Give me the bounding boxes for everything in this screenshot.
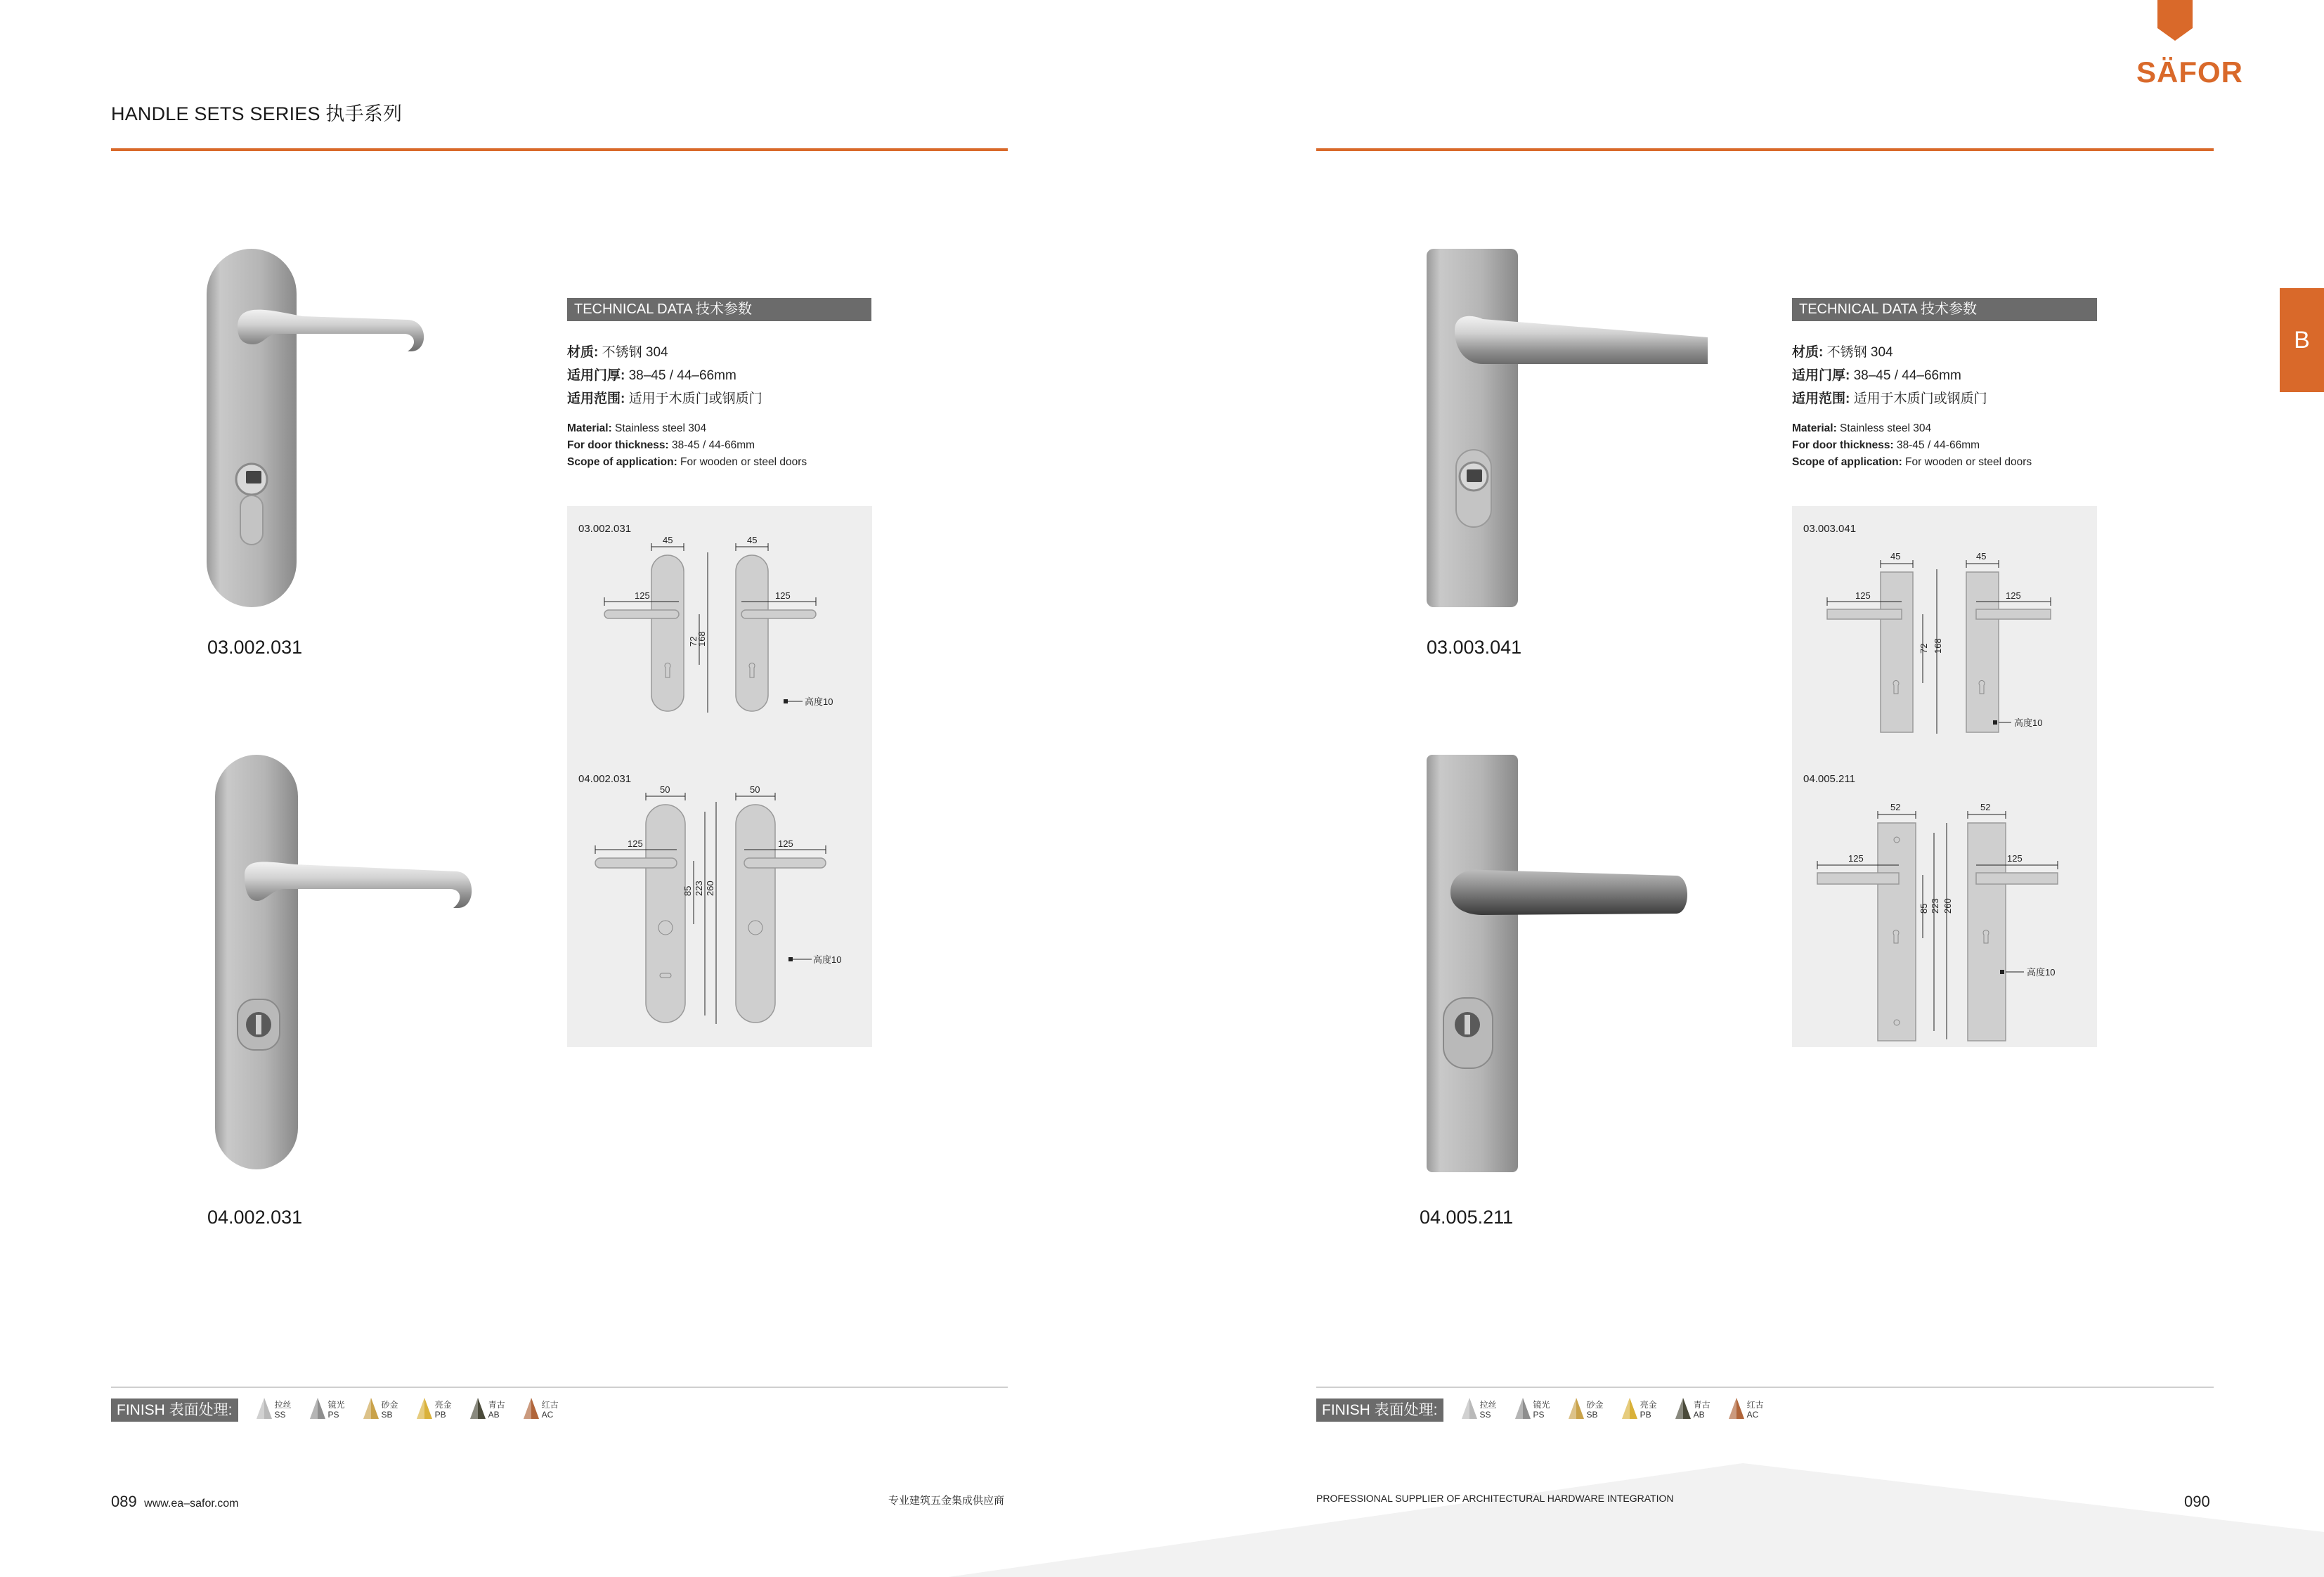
dim-note: 高度10 [2027, 967, 2056, 978]
dim-label: 125 [775, 590, 791, 601]
spec-value: 不锈钢 304 [598, 345, 668, 360]
finish-swatches [1443, 1398, 1764, 1422]
tech-data-heading: TECHNICAL DATA 技术参数 [567, 298, 871, 321]
spec-row [1792, 454, 2032, 471]
finish-cn: 青古 [1693, 1400, 1710, 1410]
finish-text [1747, 1400, 1764, 1420]
finish-item-ps [310, 1398, 345, 1422]
dim-label: 125 [2006, 590, 2021, 601]
finish-cone-icon [524, 1398, 539, 1422]
spec-key: 适用门厚: [567, 368, 625, 383]
finish-code: PB [1640, 1410, 1651, 1420]
finish-cone-icon [1462, 1398, 1477, 1422]
finish-cone-icon [1729, 1398, 1744, 1422]
finish-label: FINISH 表面处理: [1316, 1398, 1443, 1422]
dim-label: 168 [696, 631, 707, 647]
dim-label: 260 [1942, 898, 1953, 914]
product-image-04-002-031 [197, 752, 492, 1174]
dim-label: 223 [1930, 898, 1940, 914]
spec-value: For wooden or steel doors [677, 456, 807, 468]
logo-text: SÄFOR [2136, 56, 2243, 89]
dim-label: 52 [1980, 802, 1991, 812]
finish-code: AC [541, 1410, 554, 1420]
spec-row [1792, 341, 1987, 364]
spec-key: 材质: [567, 345, 599, 360]
spec-value: 38-45 / 44-66mm [1893, 439, 1980, 451]
finish-text [275, 1400, 292, 1420]
finish-cn: 亮金 [1640, 1400, 1657, 1410]
finish-cone-icon [1515, 1398, 1531, 1422]
spec-row [567, 420, 807, 437]
spec-value: 38–45 / 44–66mm [625, 368, 736, 383]
technical-drawing-panel [567, 506, 872, 1047]
drawing-diagram [1792, 534, 2097, 773]
finish-cone-icon [257, 1398, 272, 1422]
spec-key: 适用范围: [567, 391, 625, 406]
product-code-label: 03.003.041 [1427, 637, 1522, 658]
left-finish-rule [111, 1387, 1008, 1388]
dim-label: 85 [682, 885, 693, 896]
spec-value: 适用于木质门或钢质门 [625, 391, 762, 406]
finish-cone-icon [1675, 1398, 1691, 1422]
product-image-04-005-211 [1413, 752, 1722, 1174]
finish-swatches [238, 1398, 559, 1422]
finish-cone-icon [363, 1398, 379, 1422]
finish-item-ss [1462, 1398, 1497, 1422]
finish-code: SS [274, 1410, 286, 1420]
finish-item-ss [257, 1398, 292, 1422]
spec-value: Stainless steel 304 [611, 422, 707, 434]
left-footer [111, 1493, 238, 1511]
dim-label: 52 [1890, 802, 1901, 812]
finish-cone-icon [1622, 1398, 1637, 1422]
dim-label: 168 [1933, 638, 1943, 654]
drawing-code: 04.005.211 [1803, 773, 1855, 785]
spec-value: For wooden or steel doors [1902, 456, 2032, 468]
finish-code: AB [1693, 1410, 1705, 1420]
finish-text [1587, 1400, 1604, 1420]
finish-item-ac [1729, 1398, 1764, 1422]
spec-row [567, 341, 762, 364]
finish-text [542, 1400, 559, 1420]
dim-label: 125 [628, 838, 643, 849]
dim-note: 高度10 [2014, 718, 2043, 728]
product-code-label: 03.002.031 [207, 637, 303, 658]
dim-label: 45 [663, 535, 673, 545]
tech-data-heading: TECHNICAL DATA 技术参数 [1792, 298, 2097, 321]
dim-label: 125 [1855, 590, 1871, 601]
drawing-code: 03.003.041 [1803, 523, 1857, 535]
drawing-diagram [1792, 784, 2097, 1044]
finish-cn: 拉丝 [274, 1400, 292, 1410]
spec-key: Scope of application: [567, 456, 677, 468]
spec-row [1792, 364, 1987, 387]
product-code-label: 04.002.031 [207, 1207, 303, 1228]
finish-text [1533, 1400, 1550, 1420]
finish-code: PS [1533, 1410, 1545, 1420]
technical-drawing-panel [1792, 506, 2097, 1047]
dim-label: 260 [705, 881, 715, 896]
spec-key: For door thickness: [1792, 439, 1894, 451]
finish-item-sb [1569, 1398, 1604, 1422]
website-link[interactable]: www.ea–safor.com [144, 1498, 239, 1510]
tech-specs-en [1792, 420, 2032, 471]
finish-text [328, 1400, 345, 1420]
series-title: HANDLE SETS SERIES 执手系列 [111, 103, 403, 124]
finish-item-sb [363, 1398, 398, 1422]
dim-label: 72 [1919, 643, 1929, 654]
brand-logo [2136, 0, 2243, 89]
finish-text [382, 1400, 398, 1420]
section-tab-b[interactable]: B [2280, 288, 2324, 392]
finish-text [488, 1400, 505, 1420]
finish-cone-icon [470, 1398, 486, 1422]
finish-cn: 砂金 [1586, 1400, 1604, 1410]
finish-text [435, 1400, 452, 1420]
finish-cn: 红古 [1746, 1400, 1764, 1410]
right-slogan: PROFESSIONAL SUPPLIER OF ARCHITECTURAL HARDWARE INTEGRATION [1316, 1493, 1674, 1504]
dim-label: 125 [778, 838, 793, 849]
spec-value: 不锈钢 304 [1823, 345, 1893, 360]
finish-cn: 拉丝 [1479, 1400, 1497, 1410]
dim-label: 50 [750, 784, 760, 795]
finish-cn: 亮金 [434, 1400, 452, 1410]
drawing-code: 03.002.031 [578, 523, 632, 535]
page-number: 090 [2184, 1493, 2210, 1510]
spec-row [567, 437, 807, 454]
spec-value: 38–45 / 44–66mm [1850, 368, 1961, 383]
tech-specs-cn [567, 341, 762, 410]
finish-cn: 镜光 [1533, 1400, 1550, 1410]
spec-row [1792, 437, 2032, 454]
spec-row [1792, 387, 1987, 410]
dim-label: 45 [1890, 551, 1901, 562]
spec-key: Material: [1792, 422, 1837, 434]
finish-cn: 砂金 [381, 1400, 398, 1410]
spec-row [567, 454, 807, 471]
product-image-03-002-031 [197, 246, 492, 611]
tech-specs-cn [1792, 341, 1987, 410]
dim-label: 50 [660, 784, 670, 795]
finish-item-pb [1622, 1398, 1657, 1422]
spec-key: 适用门厚: [1792, 368, 1850, 383]
finish-text [1640, 1400, 1657, 1420]
right-header-rule [1316, 148, 2214, 151]
dim-label: 125 [1848, 853, 1864, 864]
finish-cone-icon [1569, 1398, 1584, 1422]
spec-key: Material: [567, 422, 612, 434]
finish-code: PS [327, 1410, 339, 1420]
finish-item-ab [1675, 1398, 1710, 1422]
dim-label: 125 [635, 590, 650, 601]
finish-label: FINISH 表面处理: [111, 1398, 238, 1422]
finish-item-ps [1515, 1398, 1550, 1422]
finish-cn: 红古 [541, 1400, 559, 1410]
product-image-03-003-041 [1413, 246, 1722, 611]
finish-code: SB [381, 1410, 393, 1420]
finish-item-pb [417, 1398, 452, 1422]
spec-row [567, 387, 762, 410]
finish-cone-icon [417, 1398, 432, 1422]
drawing-diagram [567, 534, 872, 773]
finish-legend-right [1316, 1397, 1764, 1422]
right-finish-rule [1316, 1387, 2214, 1388]
finish-code: PB [434, 1410, 446, 1420]
dim-label: 45 [1976, 551, 1987, 562]
finish-cone-icon [310, 1398, 325, 1422]
drawing-diagram [567, 784, 872, 1044]
page-number: 089 [111, 1493, 137, 1510]
spec-value: 适用于木质门或钢质门 [1850, 391, 1987, 406]
dim-label: 45 [747, 535, 758, 545]
finish-item-ab [470, 1398, 505, 1422]
finish-code: AC [1746, 1410, 1759, 1420]
spec-key: For door thickness: [567, 439, 669, 451]
dim-label: 85 [1919, 903, 1929, 914]
spec-row [567, 364, 762, 387]
finish-text [1480, 1400, 1497, 1420]
finish-code: AB [488, 1410, 500, 1420]
finish-cn: 青古 [488, 1400, 505, 1410]
dim-label: 223 [694, 881, 704, 896]
dim-label: 125 [2007, 853, 2023, 864]
finish-item-ac [524, 1398, 559, 1422]
spec-key: 材质: [1792, 345, 1824, 360]
dim-note: 高度10 [805, 696, 833, 707]
spec-key: Scope of application: [1792, 456, 1902, 468]
finish-code: SS [1479, 1410, 1491, 1420]
finish-legend-left [111, 1397, 559, 1422]
spec-key: 适用范围: [1792, 391, 1850, 406]
logo-shield-icon [2136, 0, 2214, 49]
left-slogan: 专业建筑五金集成供应商 [888, 1495, 1005, 1507]
product-code-label: 04.005.211 [1420, 1207, 1514, 1228]
drawing-code: 04.002.031 [578, 773, 632, 785]
spec-value: 38-45 / 44-66mm [668, 439, 755, 451]
background-wedge [949, 1455, 2324, 1577]
dim-label: 72 [688, 636, 699, 647]
dim-note: 高度10 [813, 954, 842, 965]
left-header-rule [111, 148, 1008, 151]
finish-cn: 镜光 [327, 1400, 345, 1410]
finish-code: SB [1586, 1410, 1598, 1420]
spec-row [1792, 420, 2032, 437]
spec-value: Stainless steel 304 [1836, 422, 1932, 434]
finish-text [1694, 1400, 1710, 1420]
tech-specs-en [567, 420, 807, 471]
